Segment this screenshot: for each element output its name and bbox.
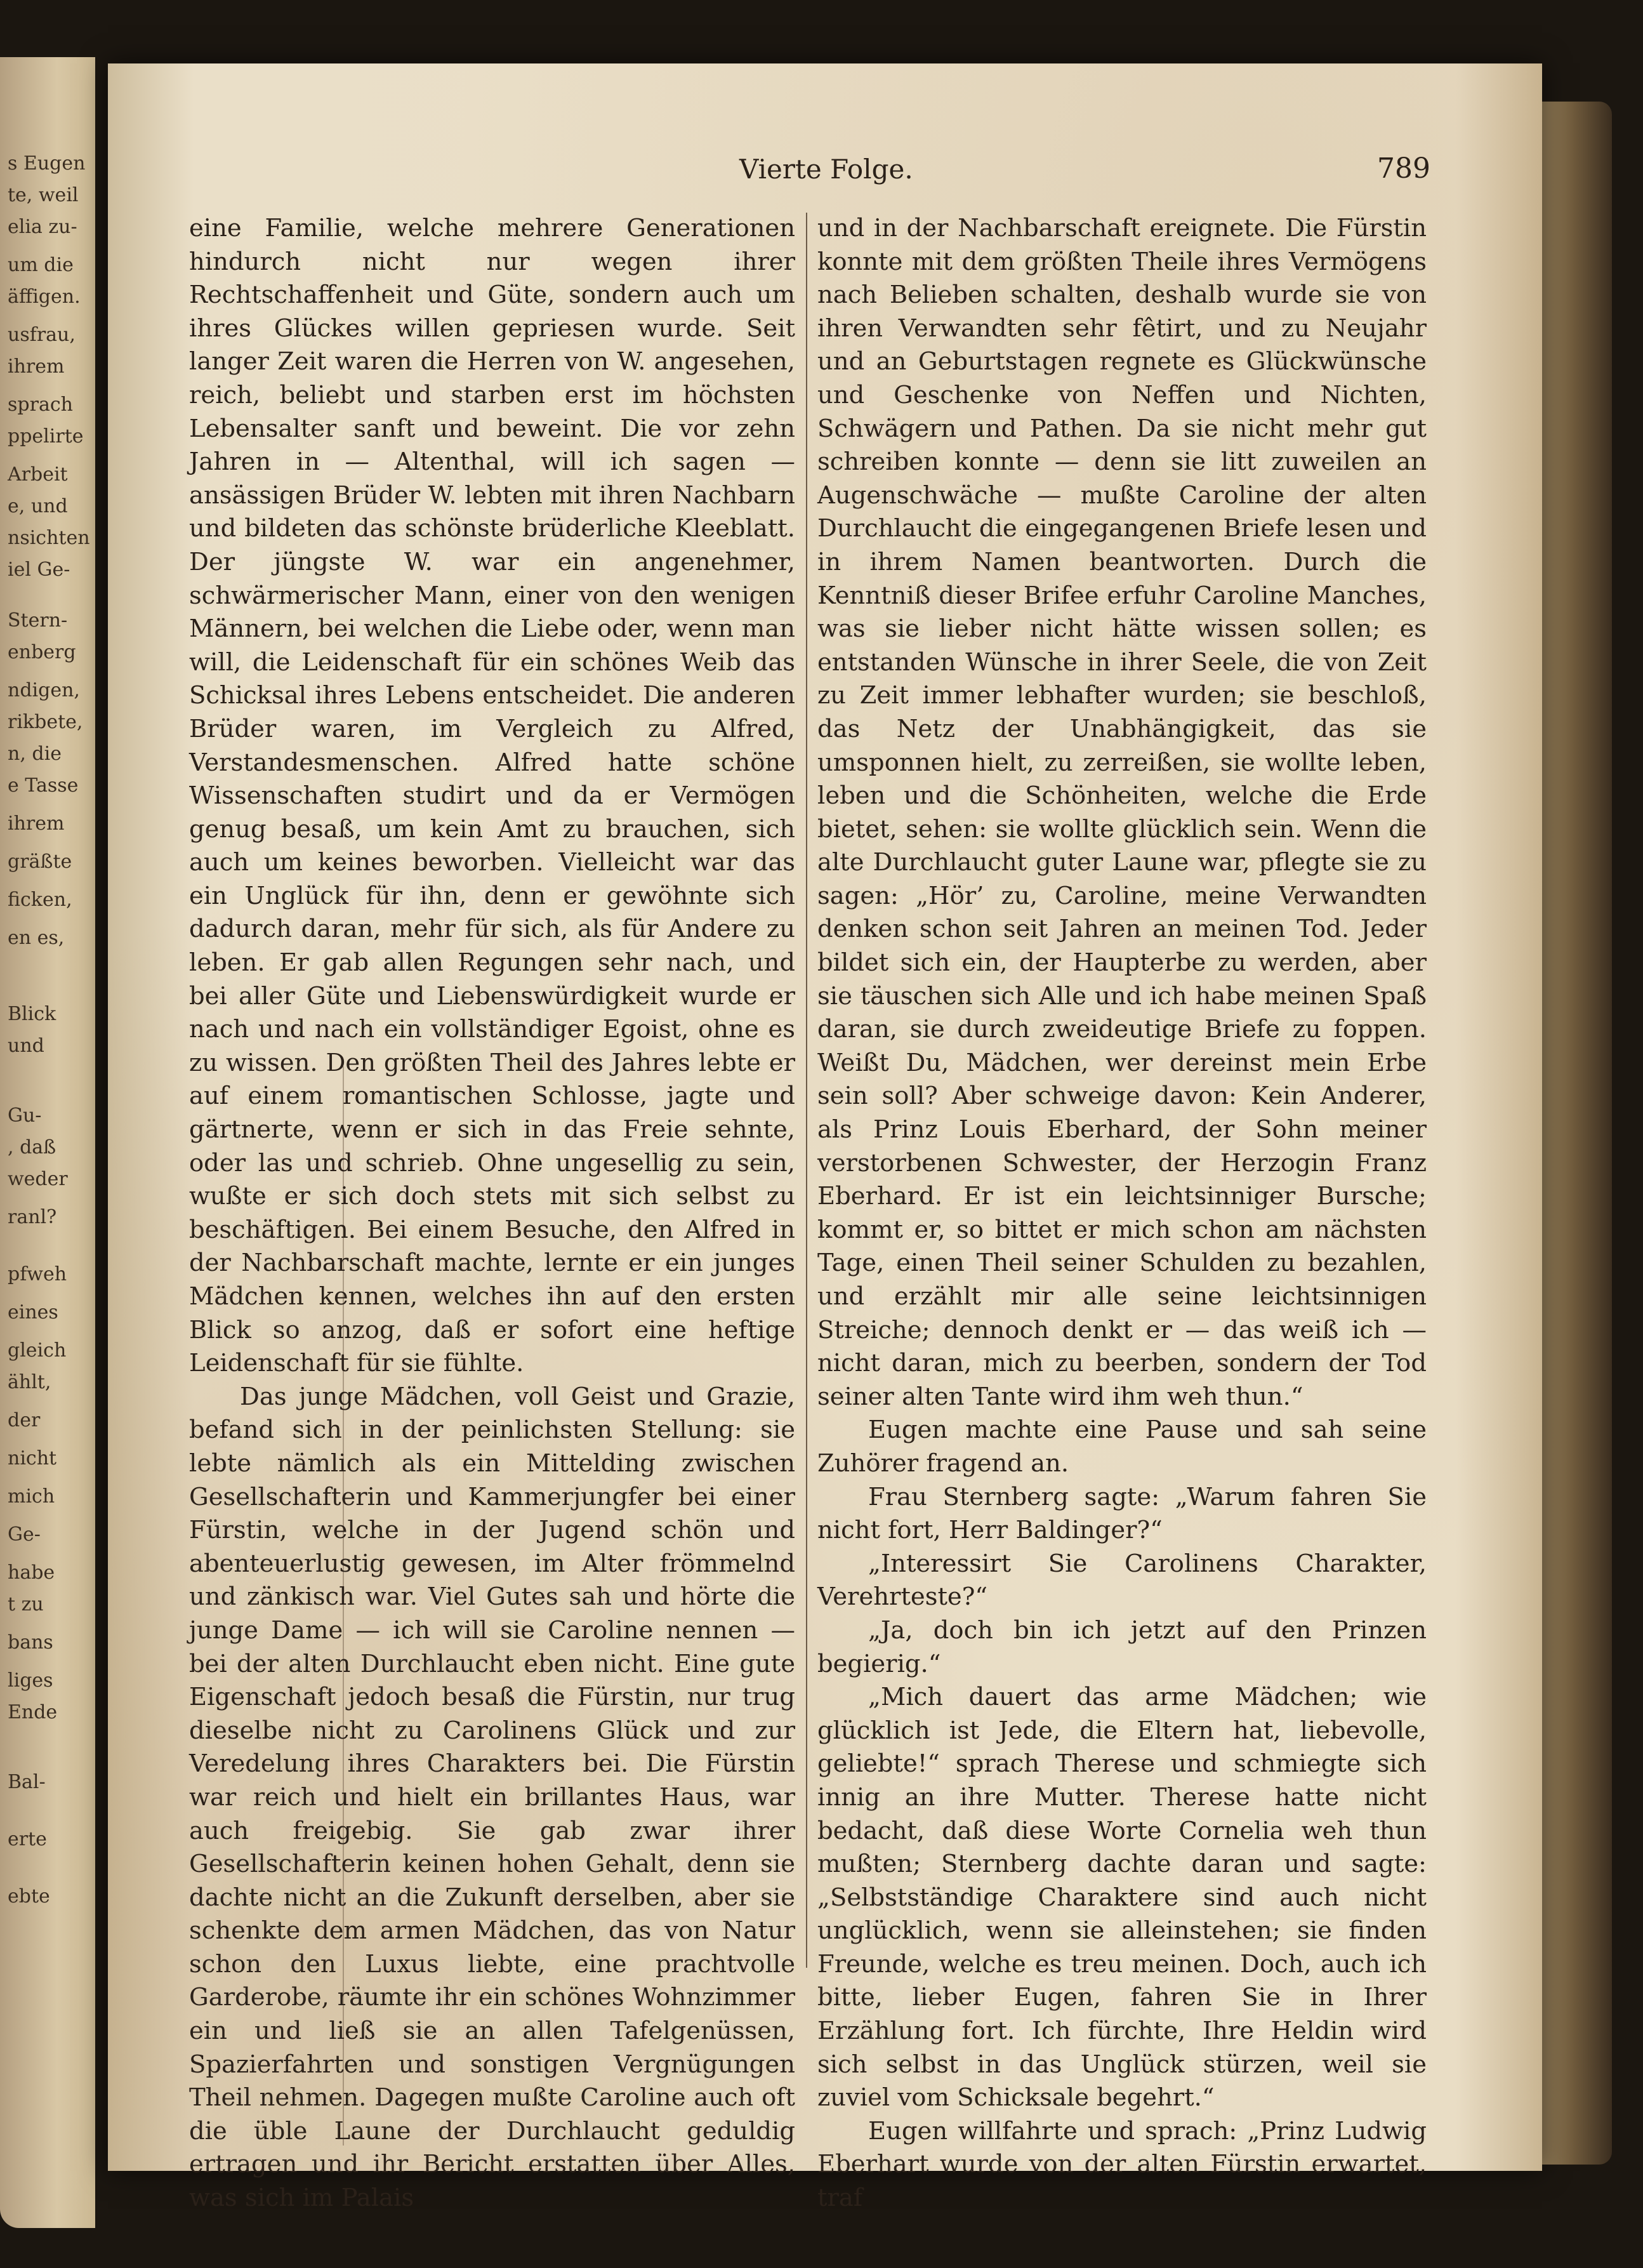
paragraph: Eugen willfahrte und sprach: „Prinz Ludwig Eberhart wurde von der alten Fürstin erwartet, traf [817,2116,1427,2213]
margin-fragment: weder [8,1168,68,1190]
margin-fragment: sprach [8,394,73,416]
margin-fragment: n, die [8,743,62,765]
margin-fragment: ihrem [8,355,65,378]
previous-page-edge [0,57,95,2228]
paragraph: Das junge Mädchen, voll Geist und Grazie, befand sich in der peinlichsten Stellung: sie lebte nämlich als ein Mittelding zwischen Gesellschafterin und Kammerjungfer bei einer Fürstin, welche in der Jugend schön und abenteuerlustig gewesen, im Alter frömmelnd und zänkisch war. Viel Gutes sah und hörte die junge Dame — ich will sie Caroline nennen — bei der alten Durchlaucht eben nicht. Eine gute Eigenschaft jedoch besaß die Fürstin, nur trug dieselbe nicht zu Carolinens Glück und zur Veredelung ihres Charakters bei. Die Fürstin war reich und hielt ein brillantes Haus, war auch freigebig. Sie gab zwar ihrer Gesellschafterin keinen hohen Gehalt, denn sie dachte nicht an die Zukunft derselben, aber sie schenkte dem armen Mädchen, das von Natur schon den Luxus liebte, eine prachtvolle Garderobe, räumte ihr ein schönes Wohnzimmer ein und ließ sie an allen Tafelgenüssen, Spazierfahrten und sonstigen Vergnügungen Theil nehmen. Dagegen mußte Caroline auch oft die üble Laune der Durchlaucht geduldig ertragen und ihr Bericht erstatten über Alles, was sich im Palais [189,1382,795,2213]
margin-fragment: t zu [8,1593,44,1615]
page-number: 789 [1377,152,1430,185]
margin-fragment: liges [8,1669,53,1692]
margin-fragment: bans [8,1631,53,1654]
margin-fragment: Blick [8,1003,56,1025]
paragraph: und in der Nachbarschaft ereignete. Die Fürstin konnte mit dem größten Theile ihres Vermögens nach Belieben schalten, deshalb wurde sie von ihren Verwandten sehr fêtirt, und zu Neujahr und an Geburtstagen regnete es Glückwünsche und Geschenke von Neffen und Nichten, Schwägern und Pathen. Da sie nicht mehr gut schreiben konnte — denn sie litt zuweilen an Augenschwäche — mußte Caroline der alten Durchlaucht die eingegangenen Briefe lesen und in ihrem Namen beantworten. Durch die Kenntniß dieser Brifee erfuhr Caroline Manches, was sie lieber nicht hätte wissen sollen; es entstanden Wünsche in ihrer Seele, die von Zeit zu Zeit immer lebhafter wurden; sie beschloß, das Netz der Unabhängigkeit, das sie umsponnen hielt, zu zerreißen, sie wollte leben, leben und die Schönheiten, welche die Erde bietet, sehen: sie wollte glücklich sein. Wenn die alte Durchlaucht guter Laune war, pflegte sie zu sagen: „Hör’ zu, Caroline, meine Verwandten denken schon seit Jahren an meinen Tod. Jeder bildet sich ein, der Haupterbe zu werden, aber sie täuschen sich Alle und ich habe meinen Spaß daran, sie durch zweideutige Briefe zu foppen. Weißt Du, Mädchen, wer dereinst mein Erbe sein soll? Aber schweige davon: Kein Anderer, als Prinz Louis Eberhard, der Sohn meiner verstorbenen Schwester, der Herzogin Franz Eberhard. Er ist ein leichtsinniger Bursche; kommt er, so bittet er mich schon am nächsten Tage, einen Theil seiner Schulden zu bezahlen, und erzählt mir alle seine leichtsinnigen Streiche; dennoch denkt er — das weiß ich — nicht daran, mich zu beerben, sondern der Tod seiner alten Tante wird ihm weh thun.“ [817,214,1427,1411]
margin-fragment: der [8,1409,41,1431]
margin-fragment: äffigen. [8,286,81,308]
margin-fragment: usfrau, [8,324,76,346]
margin-fragment: nsichten [8,527,90,549]
paragraph: Eugen machte eine Pause und sah seine Zuhörer fragend an. [817,1416,1427,1478]
margin-fragment: ihrem [8,812,65,835]
margin-fragment: te, weil [8,184,79,206]
margin-fragment: ranl? [8,1206,57,1228]
margin-fragment: rikbete, [8,711,83,733]
margin-fragment: ficken, [8,889,72,911]
paragraph: eine Familie, welche mehrere Generationen hindurch nicht nur wegen ihrer Rechtschaffenheit und Güte, sondern auch um ihres Glückes willen gepriesen wurde. Seit langer Zeit waren die Herren von W. angesehen, reich, beliebt und starben erst im höchsten Lebensalter sanft und beweint. Die vor zehn Jahren in — Altenthal, will ich sagen — ansässigen Brüder W. lebten mit ihren Nachbarn und bildeten das schönste brüderliche Kleeblatt. Der jüngste W. war ein angenehmer, schwärmerischer Mann, einer von den wenigen Männern, bei welchen die Liebe oder, wenn man will, die Leidenschaft für ein schönes Weib das Schicksal ihres Lebens entscheidet. Die anderen Brüder waren, im Vergleich zu Alfred, Verstandesmenschen. Alfred hatte schöne Wissenschaften studirt und da er Vermögen genug besaß, um kein Amt zu brauchen, sich auch um keines beworben. Vielleicht war das ein Unglück für ihn, denn er gewöhnte sich dadurch daran, mehr für sich, als für Andere zu leben. Er gab allen Regungen sehr nach, und bei aller Güte und Liebenswürdigkeit wurde er nach und nach ein vollständiger Egoist, ohne es zu wissen. Den größten Theil des Jahres lebte er auf einem romantischen Schlosse, jagte und gärtnerte, wenn er sich in das Freie sehnte, oder las und schrieb. Ohne ungesellig zu sein, wußte er sich doch stets mit sich selbst zu beschäftigen. Bei einem Besuche, den Alfred in der Nachbarschaft machte, lernte er ein junges Mädchen kennen, welches ihn auf den ersten Blick so anzog, daß er sofort eine heftige Leidenschaft für sie fühlte. [189,214,795,1378]
margin-fragment: mich [8,1485,55,1508]
paragraph: „Ja, doch bin ich jetzt auf den Prinzen begierig.“ [817,1615,1427,1678]
margin-fragment: ählt, [8,1371,51,1393]
paragraph: „Interessirt Sie Carolinens Charakter, Verehrteste?“ [817,1549,1427,1612]
text-column-left [189,212,795,2215]
margin-fragment: ebte [8,1885,50,1907]
margin-fragment: erte [8,1828,47,1850]
paragraph: Frau Sternberg sagte: „Warum fahren Sie nicht fort, Herr Baldinger?“ [817,1482,1427,1545]
margin-fragment: habe [8,1562,55,1584]
margin-fragment: gräßte [8,851,72,873]
margin-fragment: en es, [8,927,65,949]
margin-fragment: iel Ge- [8,559,70,581]
paragraph: „Mich dauert das arme Mädchen; wie glücklich ist Jede, die Eltern hat, liebevolle, geliebte!“ sprach Therese und schmiegte sich innig an ihre Mutter. Therese hatte nicht bedacht, daß diese Worte Cornelia weh thun mußten; Sternberg dachte daran und sagte: „Selbstständige Charaktere sind auch nicht unglücklich, wenn sie alleinstehen; sie finden Freunde, welche es treu meinen. Doch, auch ich bitte, lieber Eugen, fahren Sie in Ihrer Erzählung fort. Ich fürchte, Ihre Heldin wird sich selbst in das Unglück stürzen, weil sie zuviel vom Schicksale begehrt.“ [817,1683,1427,2112]
margin-fragment: Arbeit [8,463,68,486]
margin-fragment: gleich [8,1339,67,1362]
margin-fragment: , daß [8,1136,56,1158]
margin-fragment: eines [8,1301,58,1323]
margin-fragment: s Eugen [8,152,86,175]
margin-fragment: Bal- [8,1771,46,1793]
running-head: Vierte Folge. [739,154,913,185]
text-column-right [817,212,1427,2215]
margin-fragment: Gu- [8,1104,42,1127]
book-edge [1536,102,1612,2165]
margin-fragment: elia zu- [8,216,77,238]
margin-fragment: enberg [8,641,76,663]
margin-fragment: ndigen, [8,679,80,701]
margin-fragment: Ende [8,1701,58,1723]
margin-fragment: e Tasse [8,774,79,797]
margin-fragment: e, und [8,495,68,517]
margin-fragment: nicht [8,1447,57,1469]
margin-fragment: pfweh [8,1263,67,1285]
margin-fragment: und [8,1035,44,1057]
column-divider [806,213,807,1968]
margin-fragment: ppelirte [8,425,84,448]
margin-fragment: um die [8,254,74,276]
margin-fragment: Stern- [8,609,68,632]
margin-fragment: Ge- [8,1523,41,1546]
